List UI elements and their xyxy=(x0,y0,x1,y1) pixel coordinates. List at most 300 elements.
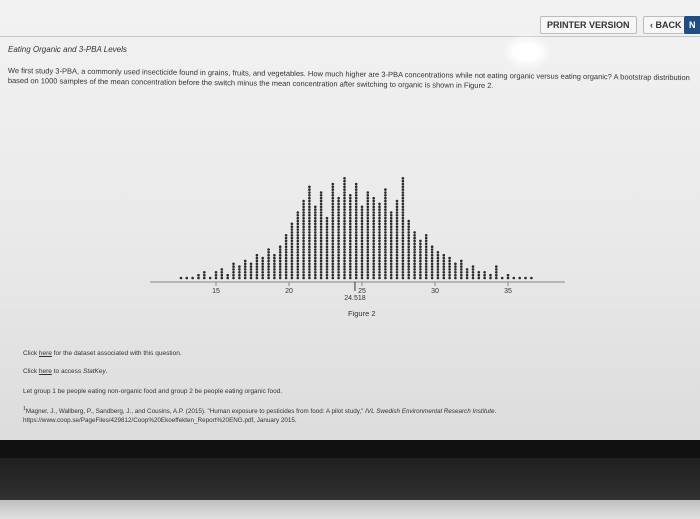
dot-21-8 xyxy=(302,254,305,257)
dot-23-13 xyxy=(314,240,317,243)
dot-24-14 xyxy=(320,237,323,240)
dot-12-4 xyxy=(250,265,253,268)
statkey-link[interactable]: here xyxy=(38,368,52,375)
dot-35-0 xyxy=(384,277,387,280)
dot-20-4 xyxy=(297,265,300,268)
dot-40-2 xyxy=(413,271,416,274)
dot-21-27 xyxy=(302,200,305,203)
dot-23-7 xyxy=(314,257,317,260)
dot-40-12 xyxy=(413,243,416,246)
dot-28-34 xyxy=(343,180,346,183)
dot-42-10 xyxy=(425,248,428,251)
dot-38-12 xyxy=(402,243,405,246)
dot-39-20 xyxy=(407,220,410,223)
dot-31-10 xyxy=(361,248,364,251)
dot-15-9 xyxy=(267,251,270,254)
dot-41-0 xyxy=(419,277,422,280)
dot-30-20 xyxy=(355,220,358,223)
dot-26-27 xyxy=(332,200,335,203)
dot-33-0 xyxy=(372,277,375,280)
dot-30-24 xyxy=(355,208,358,211)
dot-31-23 xyxy=(361,211,364,214)
dot-24-2 xyxy=(320,271,323,274)
dot-26-25 xyxy=(332,206,335,209)
dot-29-23 xyxy=(349,211,352,214)
dot-22-22 xyxy=(308,214,311,217)
dot-18-11 xyxy=(285,245,288,248)
dot-26-24 xyxy=(332,208,335,211)
dot-31-24 xyxy=(361,208,364,211)
dot-29-9 xyxy=(349,251,352,254)
dot-37-24 xyxy=(396,208,399,211)
dot-27-24 xyxy=(337,208,340,211)
dot-46-1 xyxy=(448,274,451,277)
dot-36-20 xyxy=(390,220,393,223)
dot-23-24 xyxy=(314,208,317,211)
dot-32-19 xyxy=(367,223,370,226)
dot-48-3 xyxy=(460,268,463,271)
dot-34-5 xyxy=(378,263,381,266)
dot-27-17 xyxy=(337,228,340,231)
dot-29-17 xyxy=(349,228,352,231)
dot-43-10 xyxy=(431,248,434,251)
dot-46-7 xyxy=(448,257,451,260)
dot-49-2 xyxy=(466,271,469,274)
dot-23-19 xyxy=(314,223,317,226)
dot-19-14 xyxy=(291,237,294,240)
dot-37-12 xyxy=(396,243,399,246)
dot-39-2 xyxy=(407,271,410,274)
dot-33-3 xyxy=(372,268,375,271)
dot-26-18 xyxy=(332,225,335,228)
dot-25-5 xyxy=(326,263,329,266)
dot-28-17 xyxy=(343,228,346,231)
dot-27-26 xyxy=(337,203,340,206)
dot-35-1 xyxy=(384,274,387,277)
dot-28-21 xyxy=(343,217,346,220)
dot-38-26 xyxy=(402,203,405,206)
dot-28-35 xyxy=(343,177,346,180)
dot-16-8 xyxy=(273,254,276,257)
dot-28-29 xyxy=(343,194,346,197)
dot-25-1 xyxy=(326,274,329,277)
dot-38-11 xyxy=(402,245,405,248)
dot-22-6 xyxy=(308,260,311,263)
dot-54-1 xyxy=(495,274,498,277)
dot-44-9 xyxy=(437,251,440,254)
dot-29-13 xyxy=(349,240,352,243)
dot-27-27 xyxy=(337,200,340,203)
dot-54-0 xyxy=(495,277,498,280)
dot-28-13 xyxy=(343,240,346,243)
dot-30-21 xyxy=(355,217,358,220)
dot-42-1 xyxy=(425,274,428,277)
dot-16-4 xyxy=(273,265,276,268)
dot-12-2 xyxy=(250,271,253,274)
dot-38-32 xyxy=(402,186,405,189)
dot-27-2 xyxy=(337,271,340,274)
dot-40-0 xyxy=(413,277,416,280)
dot-14-0 xyxy=(261,277,264,280)
dot-24-20 xyxy=(320,220,323,223)
dot-17-3 xyxy=(279,268,282,271)
dot-32-28 xyxy=(367,197,370,200)
dots-group xyxy=(180,177,533,279)
dot-23-9 xyxy=(314,251,317,254)
dot-57-0 xyxy=(513,277,516,280)
dot-26-8 xyxy=(332,254,335,257)
dot-44-8 xyxy=(437,254,440,257)
dot-19-5 xyxy=(291,263,294,266)
dot-25-13 xyxy=(326,240,329,243)
dot-4-1 xyxy=(203,274,206,277)
dot-32-0 xyxy=(367,277,370,280)
dot-33-23 xyxy=(372,211,375,214)
dot-36-17 xyxy=(390,228,393,231)
dot-34-10 xyxy=(378,248,381,251)
dot-24-12 xyxy=(320,243,323,246)
dot-14-5 xyxy=(261,263,264,266)
dot-24-28 xyxy=(320,197,323,200)
dot-37-11 xyxy=(396,245,399,248)
dot-33-10 xyxy=(372,248,375,251)
dot-49-1 xyxy=(466,274,469,277)
dot-38-24 xyxy=(402,208,405,211)
dot-54-2 xyxy=(495,271,498,274)
dot-42-12 xyxy=(425,243,428,246)
dot-33-20 xyxy=(372,220,375,223)
dot-6-1 xyxy=(215,274,218,277)
dot-32-17 xyxy=(367,228,370,231)
dot-39-14 xyxy=(407,237,410,240)
dot-27-14 xyxy=(337,237,340,240)
dot-33-24 xyxy=(372,208,375,211)
dot-37-23 xyxy=(396,211,399,214)
dot-14-7 xyxy=(261,257,264,260)
dot-24-17 xyxy=(320,228,323,231)
dot-21-17 xyxy=(302,228,305,231)
dot-43-4 xyxy=(431,265,434,268)
dot-19-1 xyxy=(291,274,294,277)
dot-32-8 xyxy=(367,254,370,257)
dot-34-21 xyxy=(378,217,381,220)
dot-42-3 xyxy=(425,268,428,271)
dot-33-13 xyxy=(372,240,375,243)
dataset-link[interactable]: here xyxy=(38,350,52,357)
dot-25-8 xyxy=(326,254,329,257)
dot-18-2 xyxy=(285,271,288,274)
dot-21-18 xyxy=(302,225,305,228)
dot-33-5 xyxy=(372,263,375,266)
dot-21-24 xyxy=(302,208,305,211)
dot-28-15 xyxy=(343,234,346,237)
dot-37-10 xyxy=(396,248,399,251)
dot-29-1 xyxy=(349,274,352,277)
dot-17-9 xyxy=(279,251,282,254)
dot-22-28 xyxy=(308,197,311,200)
dot-24-25 xyxy=(320,206,323,209)
dot-29-3 xyxy=(349,268,352,271)
dot-40-5 xyxy=(413,263,416,266)
dot-48-2 xyxy=(460,271,463,274)
dot-21-9 xyxy=(302,251,305,254)
dot-7-1 xyxy=(221,274,224,277)
dot-4-2 xyxy=(203,271,206,274)
dot-19-16 xyxy=(291,231,294,234)
dot-26-6 xyxy=(332,260,335,263)
dot-24-15 xyxy=(320,234,323,237)
dot-7-3 xyxy=(221,268,224,271)
dot-37-2 xyxy=(396,271,399,274)
dot-20-23 xyxy=(297,211,300,214)
dot-18-10 xyxy=(285,248,288,251)
dot-26-4 xyxy=(332,265,335,268)
dot-32-15 xyxy=(367,234,370,237)
dot-44-4 xyxy=(437,265,440,268)
dot-48-5 xyxy=(460,263,463,266)
dot-29-2 xyxy=(349,271,352,274)
dot-38-31 xyxy=(402,188,405,191)
dot-32-5 xyxy=(367,263,370,266)
dot-40-8 xyxy=(413,254,416,257)
dot-40-1 xyxy=(413,274,416,277)
dot-23-6 xyxy=(314,260,317,263)
marker-value-label: 24.518 xyxy=(344,295,366,302)
dot-42-9 xyxy=(425,251,428,254)
dot-28-19 xyxy=(343,223,346,226)
dot-24-18 xyxy=(320,225,323,228)
dot-21-6 xyxy=(302,260,305,263)
dot-54-4 xyxy=(495,265,498,268)
dot-20-20 xyxy=(297,220,300,223)
dot-22-24 xyxy=(308,208,311,211)
next-button[interactable]: N xyxy=(684,16,700,34)
dot-34-23 xyxy=(378,211,381,214)
dot-48-1 xyxy=(460,274,463,277)
dot-32-11 xyxy=(367,245,370,248)
dot-43-7 xyxy=(431,257,434,260)
dot-26-22 xyxy=(332,214,335,217)
dot-15-8 xyxy=(267,254,270,257)
dot-11-1 xyxy=(244,274,247,277)
dot-47-1 xyxy=(454,274,457,277)
dot-19-10 xyxy=(291,248,294,251)
dot-22-25 xyxy=(308,206,311,209)
dot-28-7 xyxy=(343,257,346,260)
dot-28-14 xyxy=(343,237,346,240)
dot-27-3 xyxy=(337,268,340,271)
dot-27-21 xyxy=(337,217,340,220)
top-toolbar xyxy=(0,14,700,37)
printer-version-button[interactable]: PRINTER VERSION xyxy=(540,16,637,34)
dot-21-12 xyxy=(302,243,305,246)
dot-37-19 xyxy=(396,223,399,226)
dot-47-0 xyxy=(454,277,457,280)
dot-19-11 xyxy=(291,245,294,248)
dot-15-6 xyxy=(267,260,270,263)
dot-42-4 xyxy=(425,265,428,268)
dot-50-1 xyxy=(472,274,475,277)
dot-22-0 xyxy=(308,277,311,280)
dot-20-7 xyxy=(297,257,300,260)
dot-33-8 xyxy=(372,254,375,257)
dot-29-4 xyxy=(349,265,352,268)
dot-38-30 xyxy=(402,191,405,194)
dot-8-0 xyxy=(226,277,229,280)
dot-47-4 xyxy=(454,265,457,268)
dot-39-5 xyxy=(407,263,410,266)
dot-37-0 xyxy=(396,277,399,280)
dot-45-0 xyxy=(443,277,446,280)
dot-19-3 xyxy=(291,268,294,271)
dot-35-7 xyxy=(384,257,387,260)
dot-33-6 xyxy=(372,260,375,263)
dot-33-28 xyxy=(372,197,375,200)
dot-20-6 xyxy=(297,260,300,263)
dot-15-0 xyxy=(267,277,270,280)
dot-12-5 xyxy=(250,263,253,266)
dot-22-27 xyxy=(308,200,311,203)
dot-7-2 xyxy=(221,271,224,274)
dot-11-2 xyxy=(244,271,247,274)
dot-13-6 xyxy=(256,260,259,263)
dot-31-9 xyxy=(361,251,364,254)
dot-35-14 xyxy=(384,237,387,240)
dot-29-7 xyxy=(349,257,352,260)
dot-29-26 xyxy=(349,203,352,206)
dot-50-0 xyxy=(472,277,475,280)
dot-26-12 xyxy=(332,243,335,246)
dot-11-3 xyxy=(244,268,247,271)
dot-24-27 xyxy=(320,200,323,203)
dot-32-4 xyxy=(367,265,370,268)
dot-28-2 xyxy=(343,271,346,274)
dot-20-17 xyxy=(297,228,300,231)
dot-21-11 xyxy=(302,245,305,248)
dot-25-15 xyxy=(326,234,329,237)
dot-34-11 xyxy=(378,245,381,248)
desk-surface xyxy=(0,500,700,519)
dot-24-11 xyxy=(320,245,323,248)
dot-36-23 xyxy=(390,211,393,214)
dot-36-1 xyxy=(390,274,393,277)
dot-38-21 xyxy=(402,217,405,220)
dot-40-9 xyxy=(413,251,416,254)
dot-26-20 xyxy=(332,220,335,223)
dot-39-15 xyxy=(407,234,410,237)
dot-24-23 xyxy=(320,211,323,214)
dot-38-1 xyxy=(402,274,405,277)
dot-5-0 xyxy=(209,277,212,280)
dot-37-5 xyxy=(396,263,399,266)
dot-31-15 xyxy=(361,234,364,237)
dot-41-2 xyxy=(419,271,422,274)
dot-18-13 xyxy=(285,240,288,243)
dot-37-20 xyxy=(396,220,399,223)
dot-17-10 xyxy=(279,248,282,251)
dot-24-29 xyxy=(320,194,323,197)
dot-30-27 xyxy=(355,200,358,203)
dot-43-0 xyxy=(431,277,434,280)
dot-36-9 xyxy=(390,251,393,254)
dot-30-4 xyxy=(355,265,358,268)
dot-25-4 xyxy=(326,265,329,268)
statkey-post-text: . xyxy=(105,368,108,375)
dot-13-2 xyxy=(256,271,259,274)
dot-21-5 xyxy=(302,263,305,266)
dot-20-10 xyxy=(297,248,300,251)
dot-32-3 xyxy=(367,268,370,271)
question-text: We first study 3-PBA, a commonly used insecticide found in grains, fruits, and vegetables. How much higher are 3-PBA concentrations while not eating organic versus eating organic? A bootstrap distribution based on 1000 samples of the mean concentration before the switch minus the mean concentration after switching to organic is shown in Figure 2. xyxy=(7,66,690,91)
dot-49-0 xyxy=(466,277,469,280)
dot-44-6 xyxy=(437,260,440,263)
dot-28-23 xyxy=(343,211,346,214)
dot-27-4 xyxy=(337,265,340,268)
dot-22-18 xyxy=(308,225,311,228)
dot-31-2 xyxy=(361,271,364,274)
dot-43-6 xyxy=(431,260,434,263)
dot-24-22 xyxy=(320,214,323,217)
dot-22-13 xyxy=(308,240,311,243)
dot-30-13 xyxy=(355,240,358,243)
dot-16-6 xyxy=(273,260,276,263)
dot-59-0 xyxy=(524,277,527,280)
dot-33-11 xyxy=(372,245,375,248)
dot-32-2 xyxy=(367,271,370,274)
dot-20-3 xyxy=(297,268,300,271)
dot-23-22 xyxy=(314,214,317,217)
dot-45-8 xyxy=(443,254,446,257)
dot-27-11 xyxy=(337,245,340,248)
dot-45-2 xyxy=(443,271,446,274)
dot-26-14 xyxy=(332,237,335,240)
dot-18-7 xyxy=(285,257,288,260)
dot-30-33 xyxy=(355,183,358,186)
dot-26-16 xyxy=(332,231,335,234)
reference-authors: Magner, J., Wallberg, P., Sandberg, J., and Cousins, A.P. (2015). "Human exposure to pesticides from food: A pilot study," xyxy=(25,408,366,416)
back-button[interactable]: ‹ BACK xyxy=(643,16,689,34)
dot-22-1 xyxy=(308,274,311,277)
dot-25-18 xyxy=(326,225,329,228)
dot-22-31 xyxy=(308,188,311,191)
dot-21-26 xyxy=(302,203,305,206)
dot-25-21 xyxy=(326,217,329,220)
dot-20-19 xyxy=(297,223,300,226)
dot-38-19 xyxy=(402,223,405,226)
dot-18-15 xyxy=(285,234,288,237)
dot-24-0 xyxy=(320,277,323,280)
dot-45-3 xyxy=(443,268,446,271)
dot-20-14 xyxy=(297,237,300,240)
dot-38-13 xyxy=(402,240,405,243)
dot-32-20 xyxy=(367,220,370,223)
dot-43-2 xyxy=(431,271,434,274)
dot-44-2 xyxy=(437,271,440,274)
dot-30-12 xyxy=(355,243,358,246)
dot-38-2 xyxy=(402,271,405,274)
dot-16-3 xyxy=(273,268,276,271)
x-tick-label-2: 25 xyxy=(358,288,366,295)
dot-36-12 xyxy=(390,243,393,246)
dot-42-5 xyxy=(425,263,428,266)
dot-31-7 xyxy=(361,257,364,260)
dot-47-2 xyxy=(454,271,457,274)
dot-18-12 xyxy=(285,243,288,246)
dot-36-8 xyxy=(390,254,393,257)
dot-35-16 xyxy=(384,231,387,234)
dot-42-7 xyxy=(425,257,428,260)
dot-25-3 xyxy=(326,268,329,271)
